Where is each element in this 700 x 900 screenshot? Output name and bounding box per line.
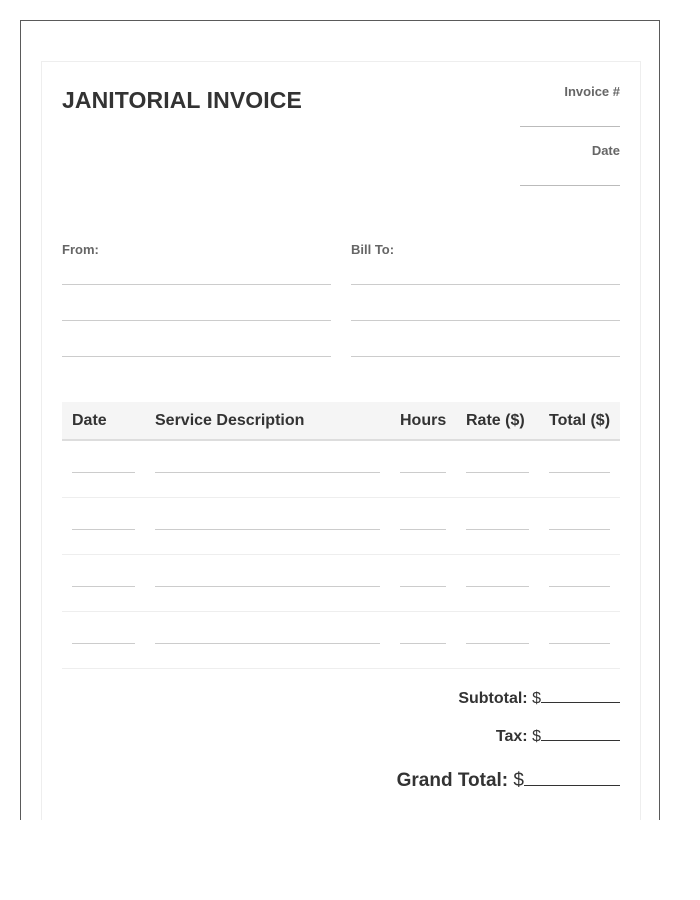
- total-input[interactable]: [549, 529, 610, 530]
- date-input[interactable]: [72, 586, 135, 587]
- total-input[interactable]: [549, 472, 610, 473]
- bill-to-line-3[interactable]: [351, 356, 620, 357]
- from-line-2[interactable]: [62, 320, 331, 321]
- rate-input[interactable]: [466, 472, 529, 473]
- grand-total-label: Grand Total:: [396, 770, 509, 791]
- from-line-1[interactable]: [62, 284, 331, 285]
- table-row: [62, 498, 620, 555]
- tax-currency: $: [532, 728, 541, 745]
- date-input[interactable]: [72, 643, 135, 644]
- line-items-table: [62, 402, 620, 669]
- subtotal-row: [458, 690, 620, 708]
- grand-total-field[interactable]: [524, 784, 620, 786]
- bill-to-line-2[interactable]: [351, 320, 620, 321]
- date-input[interactable]: [72, 529, 135, 530]
- description-input[interactable]: [155, 586, 380, 587]
- header-hours: Hours: [390, 402, 456, 440]
- from-line-3[interactable]: [62, 356, 331, 357]
- table-header-row: [62, 402, 620, 440]
- header-service-description: Service Description: [145, 402, 390, 440]
- total-input[interactable]: [549, 643, 610, 644]
- date-field[interactable]: [520, 185, 620, 186]
- subtotal-field[interactable]: [541, 701, 620, 703]
- table-row: [62, 612, 620, 669]
- header-total: Total ($): [539, 402, 620, 440]
- hours-input[interactable]: [400, 643, 446, 644]
- tax-field[interactable]: [541, 739, 620, 741]
- description-input[interactable]: [155, 643, 380, 644]
- bill-to-line-1[interactable]: [351, 284, 620, 285]
- rate-input[interactable]: [466, 586, 529, 587]
- document-page: [20, 20, 660, 820]
- grand-total-row: [397, 770, 620, 792]
- description-input[interactable]: [155, 529, 380, 530]
- subtotal-label: Subtotal:: [458, 690, 528, 707]
- hours-input[interactable]: [400, 472, 446, 473]
- date-label: Date: [591, 143, 620, 158]
- table-row: [62, 555, 620, 612]
- grand-total-currency: $: [513, 770, 524, 791]
- tax-label: Tax:: [495, 728, 528, 745]
- from-label: From:: [62, 242, 99, 257]
- hours-input[interactable]: [400, 586, 446, 587]
- subtotal-currency: $: [532, 690, 541, 707]
- invoice-number-field[interactable]: [520, 126, 620, 127]
- bill-to-label: Bill To:: [351, 242, 395, 257]
- date-input[interactable]: [72, 472, 135, 473]
- invoice-number-label: Invoice #: [564, 84, 620, 99]
- header-date: Date: [62, 402, 145, 440]
- table-row: [62, 440, 620, 498]
- hours-input[interactable]: [400, 529, 446, 530]
- total-input[interactable]: [549, 586, 610, 587]
- header-rate: Rate ($): [456, 402, 539, 440]
- rate-input[interactable]: [466, 643, 529, 644]
- tax-row: [496, 728, 620, 746]
- rate-input[interactable]: [466, 529, 529, 530]
- description-input[interactable]: [155, 472, 380, 473]
- invoice-form: [41, 61, 641, 820]
- invoice-title: JANITORIAL INVOICE: [62, 87, 302, 113]
